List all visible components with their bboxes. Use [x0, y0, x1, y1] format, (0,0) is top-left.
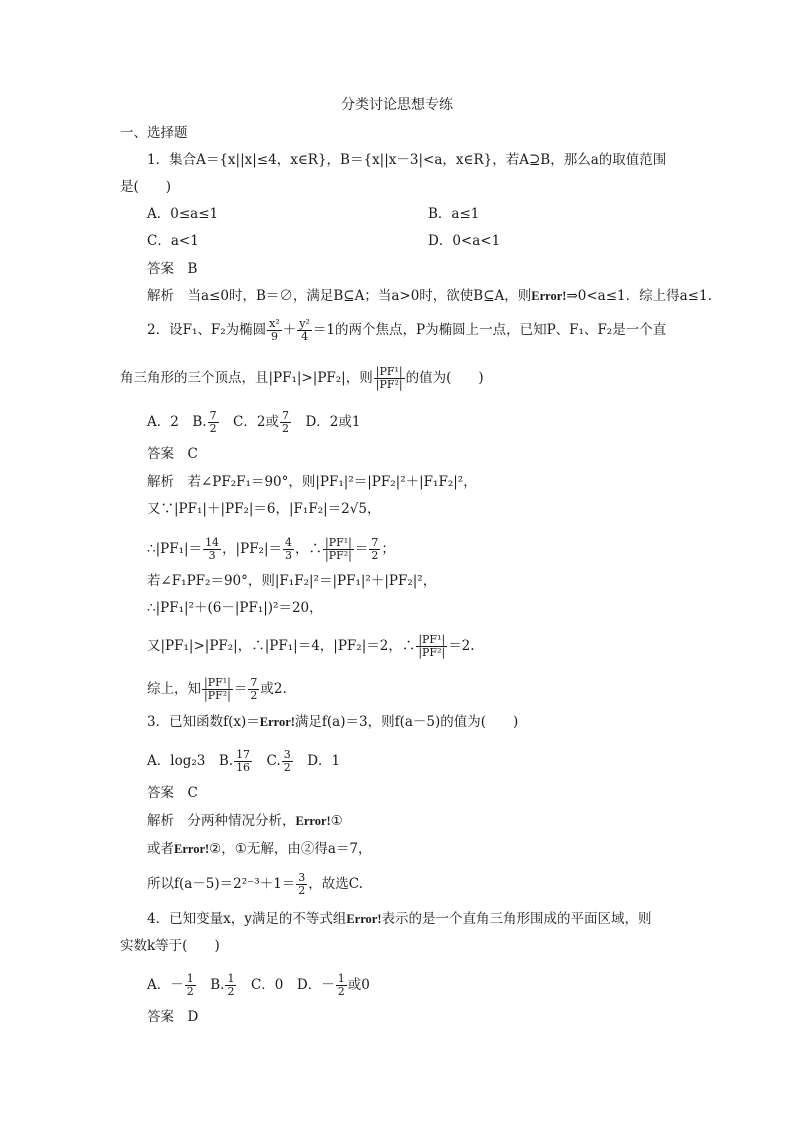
q1-error-mark: Error!	[531, 289, 567, 303]
q2-analysis-5: ∴|PF₁|²＋(6－|PF₁|)²＝20，	[147, 600, 323, 616]
q4-stem-text-end: 表示的是一个直角三角形围成的平面区域，则	[381, 911, 652, 927]
analysis-text: ①	[330, 813, 343, 829]
q4-option-b-fraction	[225, 973, 236, 998]
plus-sign: ＋	[282, 322, 297, 338]
q4-answer: 答案 D	[147, 1009, 199, 1025]
q2-option-a: A．2 B.	[147, 414, 207, 430]
q3-option-d: D．1	[293, 753, 341, 769]
fraction-numerator: 7	[371, 536, 379, 549]
q1-analysis-conclusion: ⇒0<a≤1．综上得a≤1.	[566, 288, 712, 304]
q2-analysis-6	[147, 634, 475, 659]
fraction-numerator: 1	[337, 972, 345, 985]
q2-option-b-fraction	[208, 410, 219, 435]
q3-error-mark: Error!	[259, 715, 295, 729]
fraction-numerator: 1	[186, 972, 194, 985]
q3-option-a: A．log₂3 B.	[147, 753, 234, 769]
q3-stem-text: 3．已知函数f(x)＝	[147, 714, 260, 730]
q2-answer: 答案 C	[147, 446, 198, 462]
q1-option-a: A．0≤a≤1	[147, 206, 219, 222]
q3-analysis-2	[147, 840, 372, 858]
q3-analysis-1	[147, 812, 343, 830]
q4-option-a-fraction	[185, 973, 196, 998]
analysis-text: ＝2.	[448, 638, 475, 654]
fraction	[248, 677, 259, 702]
error-mark: Error!	[295, 814, 331, 828]
fraction-numerator: 1	[227, 972, 235, 985]
q3-option-b-fraction	[234, 749, 252, 774]
q2-analysis-4: 若∠F₁PF₂＝90°，则|F₁F₂|²＝|PF₁|²＋|PF₂|²，	[147, 573, 437, 589]
q1-option-b: B．a≤1	[428, 206, 480, 222]
fraction-denominator: 2	[209, 422, 217, 435]
q1-stem-line2: 是( )	[120, 179, 172, 195]
q3-stem-text-end: 满足f(a)＝3，则f(a－5)的值为( )	[294, 714, 519, 730]
analysis-text: ；	[381, 541, 395, 557]
fraction-numerator: 7	[209, 409, 217, 422]
fraction	[323, 537, 354, 562]
fraction	[202, 677, 233, 702]
q2-analysis-3	[147, 537, 395, 562]
fraction-numerator: 4	[285, 536, 293, 549]
fraction-numerator: |PF¹|	[418, 633, 446, 646]
fraction-numerator: |PF¹|	[375, 365, 403, 378]
fraction-numerator: 3	[298, 871, 306, 884]
fraction-numerator: |PF¹|	[325, 536, 352, 549]
analysis-text: ∴|PF₁|＝	[147, 541, 203, 557]
fraction-denominator: |PF²|	[204, 689, 231, 702]
fraction-denominator: 2	[337, 985, 345, 998]
fraction-denominator: 2	[250, 689, 258, 702]
fraction-denominator: 2	[186, 985, 194, 998]
q3-option-c-fraction	[282, 749, 293, 774]
page-title: 分类讨论思想专练	[341, 97, 453, 113]
fraction-denominator: 2	[281, 422, 289, 435]
analysis-text: 或2.	[260, 681, 287, 697]
analysis-text: ，|PF₂|＝	[222, 541, 283, 557]
fraction	[296, 872, 307, 897]
fraction	[203, 537, 221, 562]
analysis-text: ，故选C.	[308, 876, 363, 892]
q1-analysis	[147, 287, 712, 305]
q3-stem	[147, 713, 518, 731]
q2-option-d: D．2或1	[291, 414, 361, 430]
fraction	[283, 537, 294, 562]
q2-stem-text-end: ＝1的两个焦点，P为椭圆上一点，已知P、F₁、F₂是一个直	[312, 322, 667, 338]
analysis-text: ②，①无解，由②得a＝7，	[209, 841, 372, 857]
q1-stem-line1: 1．集合A＝{x||x|≤4，x∈R}，B＝{x||x－3|<a，x∈R}，若A⊇B，那么a的取值范围	[147, 152, 667, 168]
fraction-denominator: |PF²|	[418, 646, 446, 659]
q4-option-a: A．－	[147, 977, 184, 993]
q4-option-c: C．0 D．－	[237, 977, 335, 993]
q4-option-b: B.	[196, 977, 225, 993]
q2-stem-text-end: 的值为( )	[405, 370, 484, 386]
q4-option-d-fraction	[336, 973, 347, 998]
q2-stem-line1	[147, 318, 666, 343]
fraction-denominator: 2	[371, 549, 379, 562]
analysis-text: ，∴	[295, 541, 323, 557]
q3-answer: 答案 C	[147, 785, 198, 801]
fraction-numerator: 7	[250, 676, 258, 689]
q4-error-mark: Error!	[346, 912, 382, 926]
fraction-numerator: 3	[283, 748, 291, 761]
analysis-text: 综上，知	[147, 681, 201, 697]
q2-option-c-fraction	[280, 410, 291, 435]
analysis-text: ＝	[354, 541, 369, 557]
fraction	[416, 634, 447, 659]
q1-option-d: D．0<a<1	[428, 233, 501, 249]
fraction-denominator: 3	[285, 549, 293, 562]
fraction-denominator: 9	[270, 330, 278, 343]
q4-stem-text: 4．已知变量x，y满足的不等式组	[147, 911, 347, 927]
ellipse-y-fraction	[297, 318, 312, 343]
fraction-numerator: |PF¹|	[204, 676, 231, 689]
fraction-denominator: 2	[298, 884, 306, 897]
q2-analysis-2: 又∵|PF₁|＋|PF₂|＝6，|F₁F₂|＝2√5，	[147, 501, 381, 517]
q4-option-d: 或0	[347, 977, 370, 993]
q3-analysis-3	[147, 872, 363, 897]
q2-stem-line2	[120, 366, 484, 391]
analysis-text: 或者	[147, 841, 174, 857]
analysis-text: ＝	[233, 681, 248, 697]
q4-stem-line2: 实数k等于( )	[120, 938, 220, 954]
q1-answer: 答案 B	[147, 261, 198, 277]
q2-analysis-7	[147, 677, 287, 702]
fraction-denominator: 2	[227, 985, 235, 998]
error-mark: Error!	[174, 842, 210, 856]
q2-ratio-fraction	[374, 366, 405, 391]
fraction-denominator: 16	[236, 761, 251, 774]
fraction-numerator: 7	[281, 409, 289, 422]
q2-option-c: C．2或	[219, 414, 279, 430]
fraction-denominator: 2	[283, 761, 291, 774]
q2-analysis-1: 解析 若∠PF₂F₁＝90°，则|PF₁|²＝|PF₂|²＋|F₁F₂|²，	[147, 474, 477, 490]
q2-stem-text: 角三角形的三个顶点，且|PF₁|>|PF₂|，则	[120, 370, 373, 386]
fraction-numerator: 17	[236, 748, 251, 761]
fraction-denominator: |PF²|	[325, 549, 352, 562]
fraction	[369, 537, 380, 562]
fraction-denominator: 3	[208, 549, 216, 562]
fraction-denominator: |PF²|	[375, 378, 403, 391]
q3-options	[147, 749, 340, 774]
fraction-numerator: 14	[205, 536, 220, 549]
analysis-text: 所以f(a－5)＝2²⁻³＋1＝	[147, 876, 296, 892]
fraction-denominator: 4	[301, 330, 309, 343]
fraction-numerator: x²	[269, 317, 280, 330]
q4-stem-line1	[147, 910, 652, 928]
analysis-text: 又|PF₁|>|PF₂|，∴|PF₁|＝4，|PF₂|＝2，∴	[147, 638, 416, 654]
q2-options	[147, 410, 361, 435]
q1-option-c: C．a<1	[147, 233, 199, 249]
ellipse-x-fraction	[267, 318, 282, 343]
fraction-numerator: y²	[299, 317, 310, 330]
q4-options	[147, 973, 370, 998]
q1-analysis-text: 解析 当a≤0时，B＝∅，满足B⊆A；当a>0时，欲使B⊆A，则	[147, 288, 532, 304]
section-heading: 一、选择题	[120, 125, 188, 141]
q2-stem-text: 2．设F₁、F₂为椭圆	[147, 322, 267, 338]
q3-option-c: C.	[253, 753, 281, 769]
analysis-text: 解析 分两种情况分析，	[147, 813, 296, 829]
